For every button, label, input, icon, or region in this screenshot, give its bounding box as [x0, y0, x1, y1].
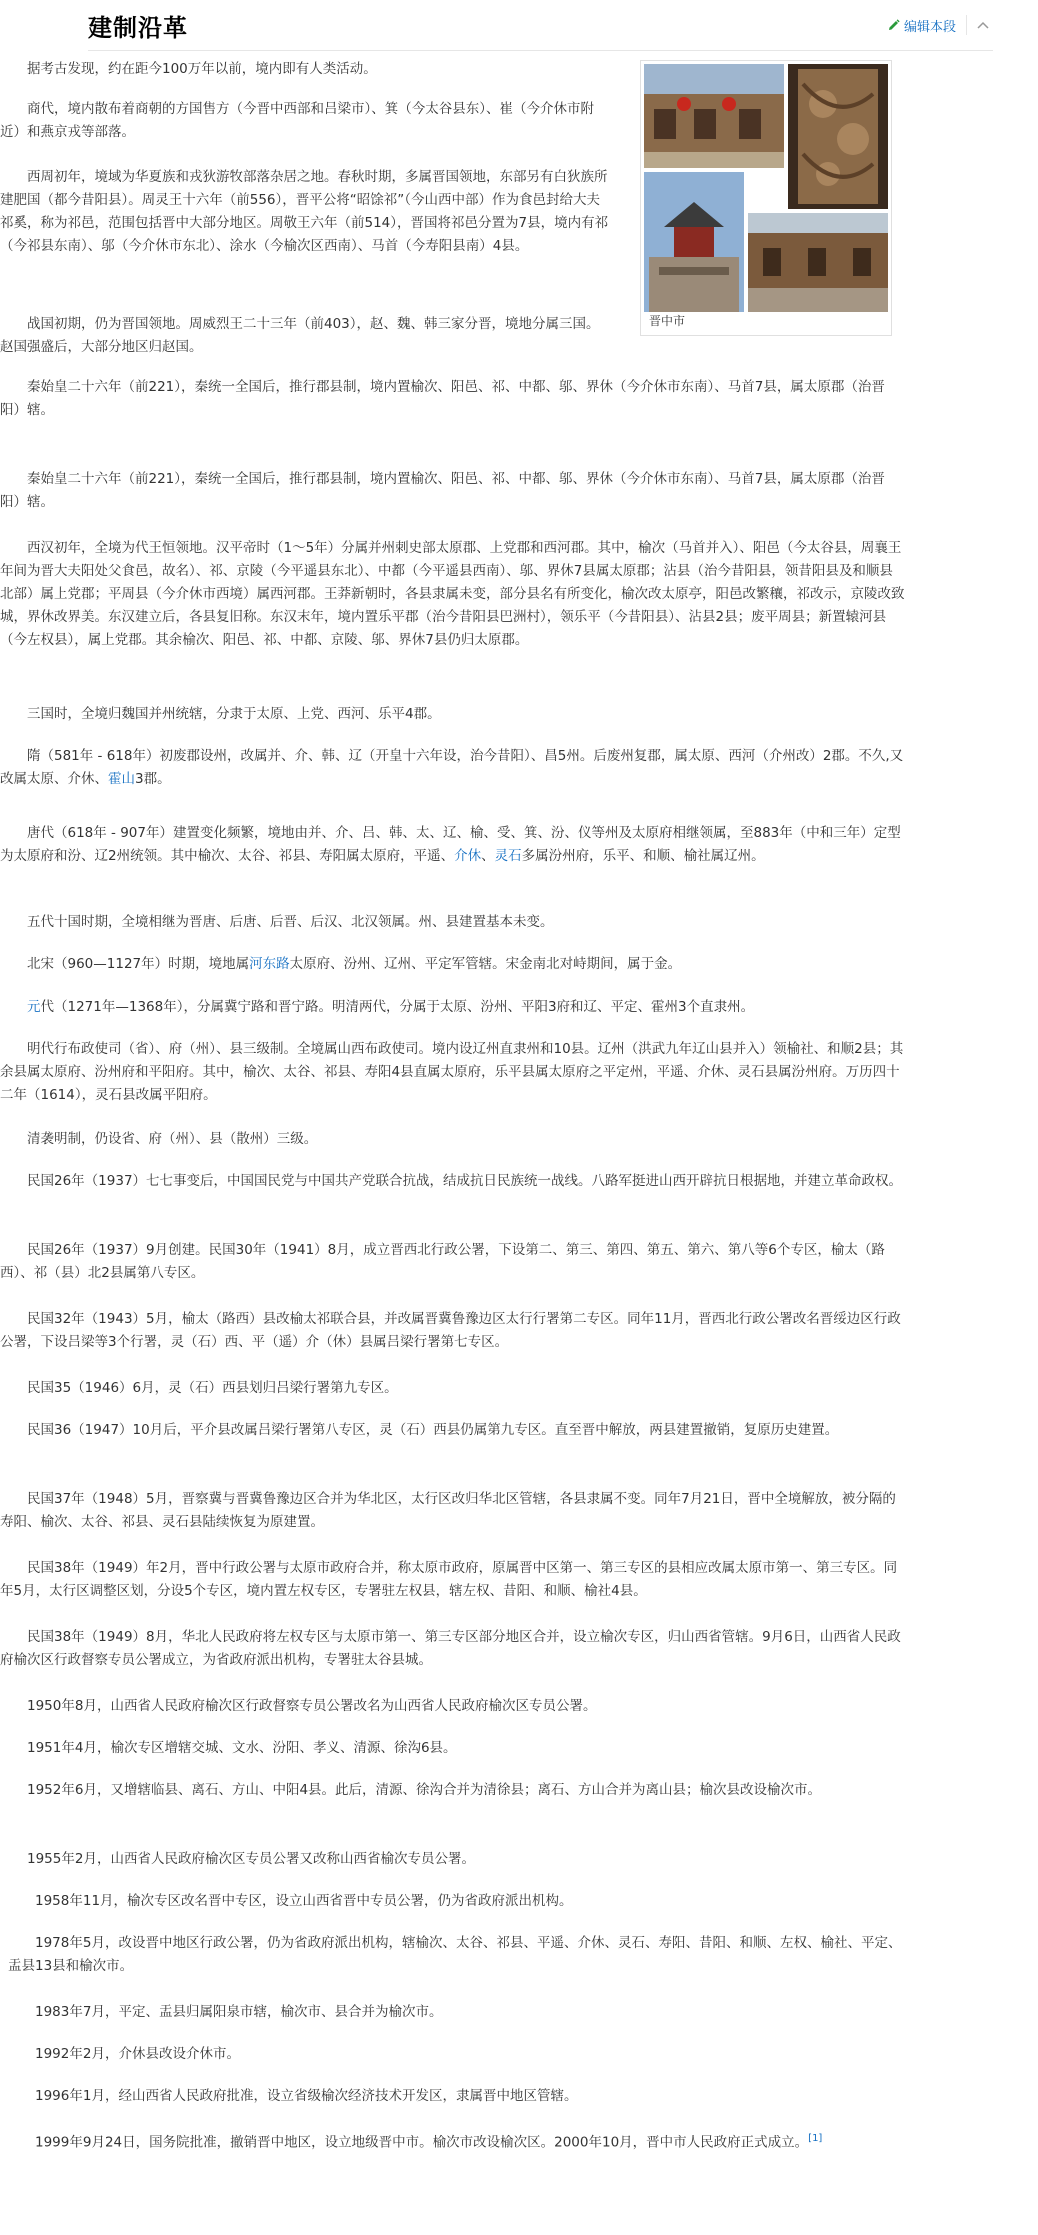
pencil-icon [888, 19, 900, 31]
paragraph-text: 北宋（960—1127年）时期，境地属 [27, 956, 250, 972]
paragraph-text: 3郡。 [135, 771, 171, 787]
link-lingshi[interactable]: 灵石 [494, 848, 522, 864]
paragraph-text: 、 [481, 848, 495, 864]
edit-section-label: 编辑本段 [903, 19, 956, 35]
paragraph: 明代行布政使司（省）、府（州）、县三级制。全境属山西布政使司。境内设辽州直隶州和10县。辽州（洪武九年辽山县并入）领榆社、和顺2县；其余县属太原府、汾州府和平阳府。其中，榆次、太谷、祁县、寿阳4县直属太原府，乐平县属太原府之平定州，平遥、介休、灵石县属汾州府。万历四十二年（1614），灵石县改属平阳府。 [0, 1041, 904, 1103]
paragraph-text: 代（1271年—1368年），分属冀宁路和晋宁路。明清两代，分属于太原、汾州、平阳3府和辽、平定、霍州3个直隶州。 [40, 999, 755, 1015]
gallery-photo-pavilion[interactable] [644, 172, 744, 312]
link-huoshan[interactable]: 霍山 [108, 771, 135, 787]
chevron-up-icon [976, 20, 990, 30]
paragraph: 民国32年（1943）5月，榆太（路西）县改榆太祁联合县，并改属晋冀鲁豫边区太行行署第二专区。同年11月，晋西北行政公署改名晋绥边区行政公署，下设吕梁等3个行署，灵（石）西、平（遥）介（休）县属吕梁行署第七专区。 [0, 1311, 901, 1350]
paragraph: 民国36（1947）10月后，平介县改属吕梁行署第八专区，灵（石）西县仍属第九专区。直至晋中解放，两县建置撤销，复原历史建置。 [27, 1422, 839, 1438]
paragraph: 民国26年（1937）9月创建。民国30年（1941）8月，成立晋西北行政公署，下设第二、第三、第四、第五、第六、第八等6个专区，榆太（路西）、祁（县）北2县属第八专区。 [0, 1242, 885, 1281]
gallery-photo-carving[interactable] [788, 64, 888, 209]
paragraph: 商代，境内散布着商朝的方国售方（今晋中西部和吕梁市）、箕（今太谷县东）、崔（今介休市附近）和燕京戎等部落。 [0, 101, 594, 140]
paragraph: 民国26年（1937）七七事变后，中国国民党与中国共产党联合抗战，结成抗日民族统一战线。八路军挺进山西开辟抗日根据地，并建立革命政权。 [27, 1173, 903, 1189]
gallery-photo-courtyard[interactable] [644, 64, 784, 168]
paragraph-text: 1999年9月24日，国务院批准，撤销晋中地区，设立地级晋中市。榆次市改设榆次区。2000年10月，晋中市人民政府正式成立。 [35, 2134, 809, 2151]
paragraph: 1992年2月，介休县改设介休市。 [35, 2046, 240, 2062]
paragraph-text: 太原府、汾州、辽州、平定军管辖。宋金南北对峙期间，属于金。 [289, 956, 682, 972]
paragraph-text: 唐代（618年 - 907年）建置变化频繁，境地由并、介、吕、韩、太、辽、榆、受、箕、汾、仪等州及太原府相继领属，至883年（中和三年）定型为太原府和汾、辽2州统领。其中榆次、太谷、祁县、寿阳属太原府，平遥、 [0, 825, 901, 864]
section-tools [888, 15, 993, 35]
paragraph [0, 822, 905, 868]
paragraph: 五代十国时期，全境相继为晋唐、后唐、后晋、后汉、北汉领属。州、县建置基本未变。 [27, 914, 554, 930]
paragraph: 1996年1月，经山西省人民政府批准，设立省级榆次经济技术开发区，隶属晋中地区管辖。 [35, 2088, 578, 2104]
paragraph: 清袭明制，仍设省、府（州）、县（散州）三级。 [27, 1131, 318, 1147]
paragraph: 1952年6月，又增辖临县、离石、方山、中阳4县。此后，清源、徐沟合并为清徐县；离石、方山合并为离山县；榆次县改设榆次市。 [27, 1782, 822, 1798]
link-jiexiu[interactable]: 介休 [454, 848, 482, 864]
paragraph: 民国38年（1949）8月，华北人民政府将左权专区与太原市第一、第三专区部分地区合并，设立榆次专区，归山西省管辖。9月6日，山西省人民政府榆次区行政督察专员公署成立，为省政府派出机构，专署驻太谷县城。 [0, 1629, 901, 1668]
paragraph-text: 隋（581年 - 618年）初废郡设州，改属并、介、韩、辽（开皇十六年设，治今昔阳）、昌5州。后废州复郡，属太原、西河（介州改）2郡。不久,又改属太原、介休、 [0, 748, 904, 787]
reference-link[interactable]: [1] [808, 2133, 823, 2144]
paragraph: 秦始皇二十六年（前221），秦统一全国后，推行郡县制，境内置榆次、阳邑、祁、中都、邬、界休（今介休市东南）、马首7县，属太原郡（治晋阳）辖。 [0, 379, 885, 418]
paragraph: 西汉初年，全境为代王恒领地。汉平帝时（1～5年）分属并州刺史部太原郡、上党郡和西河郡。其中，榆次（马首并入）、阳邑（今太谷县，周襄王年间为晋大夫阳处父食邑，故名）、祁、京陵（今平遥县东北）、中都（今平遥县西南）、邬、界休7县属太原郡；沾县（治今昔阳县，领昔阳县及和顺县北部）属上党郡；平周县（今介休市西境）属西河郡。王莽新朝时，各县隶属未变，部分县名有所变化，榆次改太原亭，阳邑改繁穰，祁改示，京陵改致城，界休改界美。东汉建立后，各县复旧称。东汉末年，境内置乐平郡（治今昔阳县巴洲村），领乐平（今昔阳县）、沾县2县；废平周县；新置辕河县（今左权县），属上党郡。其余榆次、阳邑、祁、中都、京陵、邬、界休7县仍归太原郡。 [0, 540, 905, 648]
image-gallery[interactable] [640, 60, 892, 336]
paragraph: 民国35（1946）6月，灵（石）西县划归吕梁行署第九专区。 [27, 1380, 398, 1396]
paragraph: 西周初年，境域为华夏族和戎狄游牧部落杂居之地。春秋时期，多属晋国领地，东部另有白狄族所建肥国（都今昔阳县）。周灵王十六年（前556），晋平公将“昭馀祁”（今山西中部）作为食邑封给大夫祁奚，称为祁邑，范围包括晋中大部分地区。周敬王六年（前514），晋国将祁邑分置为7县，境内有祁（今祁县东南）、邬（今介休市东北）、涂水（今榆次区西南）、马首（今寿阳县南）4县。 [0, 169, 609, 254]
section-title: 建制沿革 [88, 13, 188, 42]
paragraph: 1983年7月，平定、盂县归属阳泉市辖，榆次市、县合并为榆次市。 [35, 2004, 443, 2020]
paragraph [0, 745, 905, 791]
paragraph: 1950年8月，山西省人民政府榆次区行政督察专员公署改名为山西省人民政府榆次区专员公署。 [27, 1698, 597, 1714]
paragraph: 秦始皇二十六年（前221），秦统一全国后，推行郡县制，境内置榆次、阳邑、祁、中都、邬、界休（今介休市东南）、马首7县，属太原郡（治晋阳）辖。 [0, 471, 885, 510]
paragraph [0, 996, 905, 1019]
paragraph [0, 953, 905, 976]
collapse-section-button[interactable] [966, 15, 993, 35]
paragraph: 1951年4月，榆次专区增辖交城、文水、汾阳、孝义、清源、徐沟6县。 [27, 1740, 457, 1756]
gallery-caption: 晋中市 [649, 314, 686, 328]
paragraph: 民国38年（1949）年2月，晋中行政公署与太原市政府合并，称太原市政府，原属晋中区第一、第三专区的县相应改属太原市第一、第三专区。同年5月，太行区调整区划，分设5个专区，境内置左权专区，专署驻左权县，辖左权、昔阳、和顺、榆社4县。 [0, 1560, 898, 1599]
paragraph: 据考古发现，约在距今100万年以前，境内即有人类活动。 [27, 61, 377, 77]
paragraph: 民国37年（1948）5月，晋察冀与晋冀鲁豫边区合并为华北区，太行区改归华北区管辖，各县隶属不变。同年7月21日，晋中全境解放，被分隔的寿阳、榆次、太谷、祁县、灵石县陆续恢复为原建置。 [0, 1491, 896, 1530]
paragraph-text: 多属汾州府，乐平、和顺、榆社属辽州。 [521, 848, 765, 864]
paragraph: 三国时，全境归魏国并州统辖，分隶于太原、上党、西河、乐平4郡。 [27, 706, 441, 722]
paragraph: 1958年11月，榆次专区改名晋中专区，设立山西省晋中专员公署，仍为省政府派出机构。 [35, 1893, 573, 1909]
paragraph: 1955年2月，山西省人民政府榆次区专员公署又改称山西省榆次专员公署。 [27, 1851, 475, 1867]
edit-section-button[interactable] [888, 16, 956, 35]
paragraph: 1978年5月，改设晋中地区行政公署，仍为省政府派出机构，辖榆次、太谷、祁县、平遥、介休、灵石、寿阳、昔阳、和顺、左权、榆社、平定、盂县13县和榆次市。 [8, 1935, 902, 1974]
link-hedonglu[interactable]: 河东路 [249, 956, 290, 972]
page [88, 0, 993, 51]
link-yuan[interactable]: 元 [27, 999, 41, 1015]
section-header [88, 0, 993, 51]
paragraph: 战国初期，仍为晋国领地。周威烈王二十三年（前403），赵、魏、韩三家分晋，境地分属三国。赵国强盛后，大部分地区归赵国。 [0, 316, 600, 355]
gallery-photo-street[interactable] [748, 213, 888, 312]
paragraph [8, 2127, 905, 2155]
